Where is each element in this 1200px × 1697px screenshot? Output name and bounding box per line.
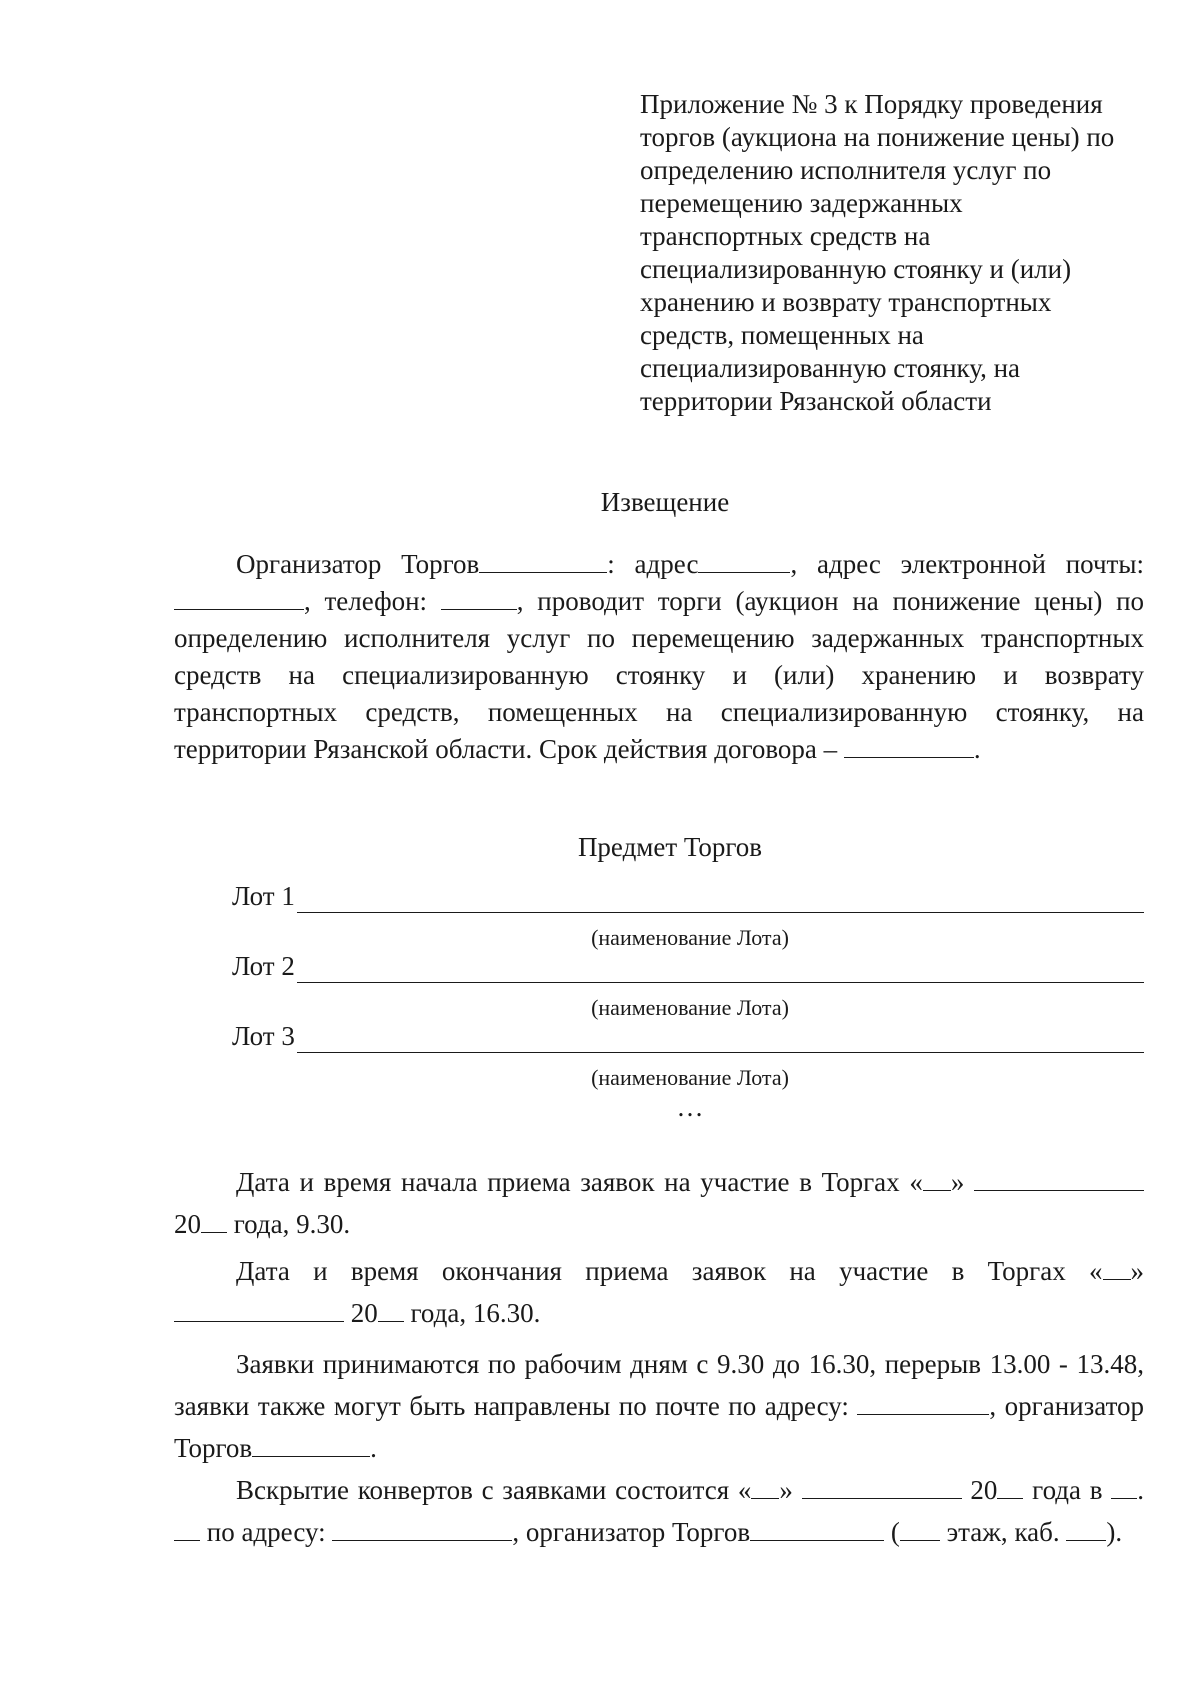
organizer-label: организатор Торгов <box>174 1391 1145 1463</box>
year-suffix: года <box>1023 1475 1082 1505</box>
start-date-text: Дата и время начала приема заявок на участие в Торгах « <box>236 1167 923 1197</box>
mail-address-blank <box>857 1390 989 1415</box>
hour-blank <box>1111 1474 1137 1499</box>
room-blank <box>1066 1516 1106 1541</box>
appendix-line: средств, помещенных на <box>640 320 924 350</box>
opening-paragraph <box>174 1469 1144 1553</box>
paren-open: ( <box>884 1517 900 1547</box>
lot-name-blank <box>297 956 1144 983</box>
address-label: по адресу: <box>200 1517 333 1547</box>
lot-caption: (наименование Лота) <box>591 1065 789 1090</box>
lot-row <box>232 1020 1144 1053</box>
contract-term-blank <box>844 733 974 758</box>
year-blank <box>997 1474 1023 1499</box>
appendix-line: торгов (аукциона на понижение цены) по <box>640 122 1115 152</box>
quote-close: » <box>1130 1256 1144 1286</box>
organizer-blank <box>750 1516 884 1541</box>
quote-close: » <box>779 1475 793 1505</box>
year-prefix: 20 <box>970 1475 998 1505</box>
appendix-line: Приложение № 3 к Порядку проведения <box>640 89 1103 119</box>
notice-body: , проводит торги (аукцион на понижение цены) по определению исполнителя услуг по перемещению задержанных транспортных средств на специализированную стоянку и (или) хранению и возврату транспортных средств, помещенных на специализированную стоянку, на территории Рязанской области. Срок действия договора – <box>174 586 1145 764</box>
floor-label: этаж, <box>939 1517 1008 1547</box>
subject-title: Предмет Торгов <box>577 832 763 862</box>
lot-label: Лот 1 <box>232 881 295 911</box>
day-blank <box>751 1474 779 1499</box>
appendix-header <box>640 88 1160 418</box>
appendix-line: хранению и возврату транспортных <box>640 287 1052 317</box>
opening-text: Вскрытие конвертов с заявками состоится « <box>236 1475 752 1505</box>
organizer-blank <box>479 548 607 573</box>
address-blank <box>332 1516 512 1541</box>
appendix-line: перемещению задержанных <box>640 188 963 218</box>
minute-blank <box>174 1516 200 1541</box>
month-blank <box>802 1474 962 1499</box>
organizer-label: Организатор Торгов <box>236 549 480 579</box>
phone-blank <box>441 585 517 610</box>
email-blank <box>174 585 304 610</box>
room-label: каб. <box>1014 1517 1067 1547</box>
year-prefix: 20 <box>350 1298 378 1328</box>
in-label: в <box>1089 1475 1112 1505</box>
organizer-blank <box>252 1432 370 1457</box>
appendix-line: территории Рязанской области <box>640 386 992 416</box>
lot-row <box>232 880 1144 913</box>
end-date-text: Дата и время окончания приема заявок на участие в Торгах « <box>236 1256 1103 1286</box>
email-label: , адрес электронной почты: <box>790 549 1144 579</box>
year-blank <box>201 1208 227 1233</box>
lot-name-blank <box>297 1026 1144 1053</box>
period: . <box>370 1433 377 1463</box>
lot-row <box>232 950 1144 983</box>
comma: , <box>989 1391 997 1421</box>
phone-label: , телефон: <box>304 586 428 616</box>
applications-paragraph <box>174 1343 1144 1469</box>
start-date-paragraph <box>174 1161 1144 1245</box>
appendix-line: специализированную стоянку, на <box>640 353 1021 383</box>
notice-title: Извещение <box>600 487 730 517</box>
year-suffix: года, 16.30. <box>403 1298 541 1328</box>
month-blank <box>174 1297 344 1322</box>
notice-paragraph <box>174 546 1144 768</box>
ellipsis: … <box>676 1092 704 1122</box>
address-blank <box>698 548 790 573</box>
organizer-label: , организатор Торгов <box>512 1517 751 1547</box>
lot-caption: (наименование Лота) <box>591 925 789 950</box>
floor-blank <box>900 1516 940 1541</box>
lot-label: Лот 2 <box>232 951 295 981</box>
lot-name-blank <box>297 886 1144 913</box>
day-blank <box>1103 1255 1131 1280</box>
end-date-paragraph <box>174 1250 1144 1334</box>
appendix-line: определению исполнителя услуг по <box>640 155 1052 185</box>
period: . <box>973 734 981 764</box>
year-suffix: года, 9.30. <box>227 1209 351 1239</box>
appendix-line: специализированную стоянку и (или) <box>640 254 1072 284</box>
address-label: : адрес <box>607 549 699 579</box>
applications-text: Заявки принимаются по рабочим дням с 9.30 до 16.30, перерыв 13.00 - 13.48, заявки также могут быть направлены по почте по адресу: <box>174 1349 1144 1421</box>
appendix-line: транспортных средств на <box>640 221 931 251</box>
day-blank <box>923 1166 951 1191</box>
lot-caption: (наименование Лота) <box>591 995 789 1020</box>
month-blank <box>974 1166 1144 1191</box>
year-blank <box>378 1297 404 1322</box>
year-prefix: 20 <box>174 1209 201 1239</box>
quote-close: » <box>950 1167 965 1197</box>
lot-label: Лот 3 <box>232 1021 295 1051</box>
dot: . <box>1137 1475 1145 1505</box>
paren-close: ). <box>1106 1517 1123 1547</box>
